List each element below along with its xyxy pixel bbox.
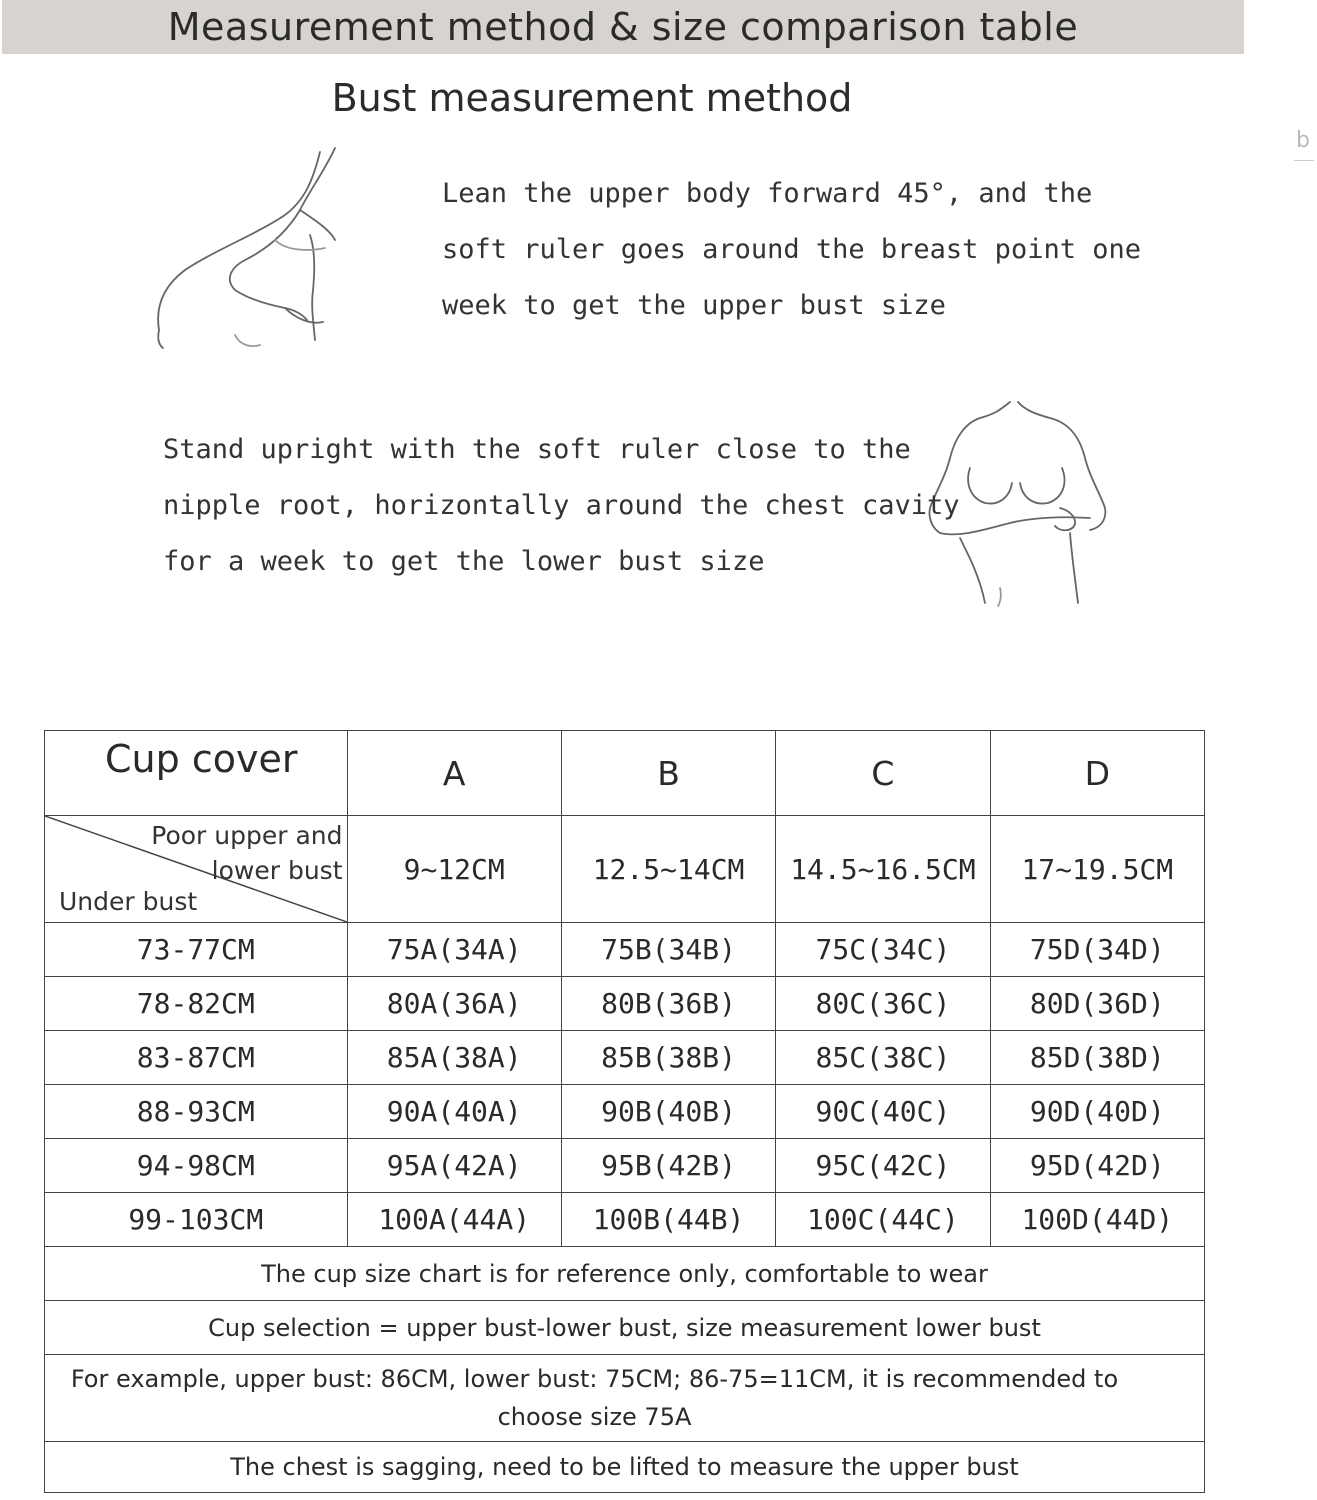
table-row <box>45 923 1205 977</box>
edge-divider <box>1294 160 1314 161</box>
cup-header: A <box>347 731 561 816</box>
edge-mark: b <box>1296 128 1310 153</box>
size-cell: 80B(36B) <box>561 977 775 1031</box>
difference-cell: 17~19.5CM <box>990 816 1204 923</box>
instruction-line: nipple root, horizontally around the chest cavity <box>163 490 960 521</box>
table-row <box>45 1139 1205 1193</box>
corner-title: Cup cover <box>45 731 348 816</box>
size-cell: 75D(34D) <box>990 923 1204 977</box>
size-cell: 90A(40A) <box>347 1085 561 1139</box>
size-cell: 75C(34C) <box>776 923 990 977</box>
note-row <box>45 1355 1205 1442</box>
note-cell: Cup selection = upper bust-lower bust, size measurement lower bust <box>45 1301 1205 1355</box>
under-bust-cell: 88-93CM <box>45 1085 348 1139</box>
size-cell: 80D(36D) <box>990 977 1204 1031</box>
size-cell: 100D(44D) <box>990 1193 1204 1247</box>
lower-bust-instructions <box>163 422 960 590</box>
note-row <box>45 1247 1205 1301</box>
under-bust-cell: 94-98CM <box>45 1139 348 1193</box>
cup-header: C <box>776 731 990 816</box>
size-cell: 85C(38C) <box>776 1031 990 1085</box>
note-cell: For example, upper bust: 86CM, lower bust: 75CM; 86-75=11CM, it is recommended to choose size 75A <box>45 1355 1205 1442</box>
note-row <box>45 1301 1205 1355</box>
note-cell: The chest is sagging, need to be lifted to measure the upper bust <box>45 1442 1205 1493</box>
size-cell: 85A(38A) <box>347 1031 561 1085</box>
diagonal-top-label <box>151 818 342 888</box>
instruction-line: soft ruler goes around the breast point one <box>442 234 1141 265</box>
table-row <box>45 977 1205 1031</box>
size-cell: 95A(42A) <box>347 1139 561 1193</box>
size-cell: 85D(38D) <box>990 1031 1204 1085</box>
difference-cell: 12.5~14CM <box>561 816 775 923</box>
instruction-line: Lean the upper body forward 45°, and the <box>442 178 1093 209</box>
diagonal-top-line: lower bust <box>211 856 343 885</box>
instruction-line: Stand upright with the soft ruler close to the <box>163 434 911 465</box>
cup-header: D <box>990 731 1204 816</box>
table-row <box>45 1193 1205 1247</box>
size-cell: 95C(42C) <box>776 1139 990 1193</box>
size-cell: 80C(36C) <box>776 977 990 1031</box>
size-cell: 75B(34B) <box>561 923 775 977</box>
size-cell: 95D(42D) <box>990 1139 1204 1193</box>
table-header-row <box>45 731 1205 816</box>
upper-bust-instructions <box>442 166 1141 334</box>
size-cell: 75A(34A) <box>347 923 561 977</box>
table-row <box>45 1085 1205 1139</box>
cup-header: B <box>561 731 775 816</box>
size-cell: 100C(44C) <box>776 1193 990 1247</box>
under-bust-cell: 83-87CM <box>45 1031 348 1085</box>
under-bust-cell: 99-103CM <box>45 1193 348 1247</box>
note-cell: The cup size chart is for reference only, comfortable to wear <box>45 1247 1205 1301</box>
under-bust-cell: 78-82CM <box>45 977 348 1031</box>
note-row <box>45 1442 1205 1493</box>
table-row <box>45 1031 1205 1085</box>
diagonal-top-line: Poor upper and <box>151 821 343 850</box>
under-bust-cell: 73-77CM <box>45 923 348 977</box>
size-cell: 95B(42B) <box>561 1139 775 1193</box>
section-subtitle: Bust measurement method <box>331 76 853 120</box>
banner-title: Measurement method & size comparison table <box>167 5 1079 49</box>
header-banner <box>2 0 1244 54</box>
size-cell: 80A(36A) <box>347 977 561 1031</box>
size-cell: 90B(40B) <box>561 1085 775 1139</box>
instruction-line: week to get the upper bust size <box>442 290 946 321</box>
diagonal-bottom-label: Under bust <box>59 887 198 916</box>
size-cell: 100B(44B) <box>561 1193 775 1247</box>
figure-leaning-measure-icon <box>135 140 365 350</box>
size-comparison-table <box>44 730 1205 1493</box>
size-cell: 85B(38B) <box>561 1031 775 1085</box>
difference-cell: 9~12CM <box>347 816 561 923</box>
difference-row <box>45 816 1205 923</box>
diagonal-header-cell <box>45 816 348 923</box>
size-cell: 100A(44A) <box>347 1193 561 1247</box>
size-cell: 90D(40D) <box>990 1085 1204 1139</box>
difference-cell: 14.5~16.5CM <box>776 816 990 923</box>
instruction-line: for a week to get the lower bust size <box>163 546 765 577</box>
size-cell: 90C(40C) <box>776 1085 990 1139</box>
